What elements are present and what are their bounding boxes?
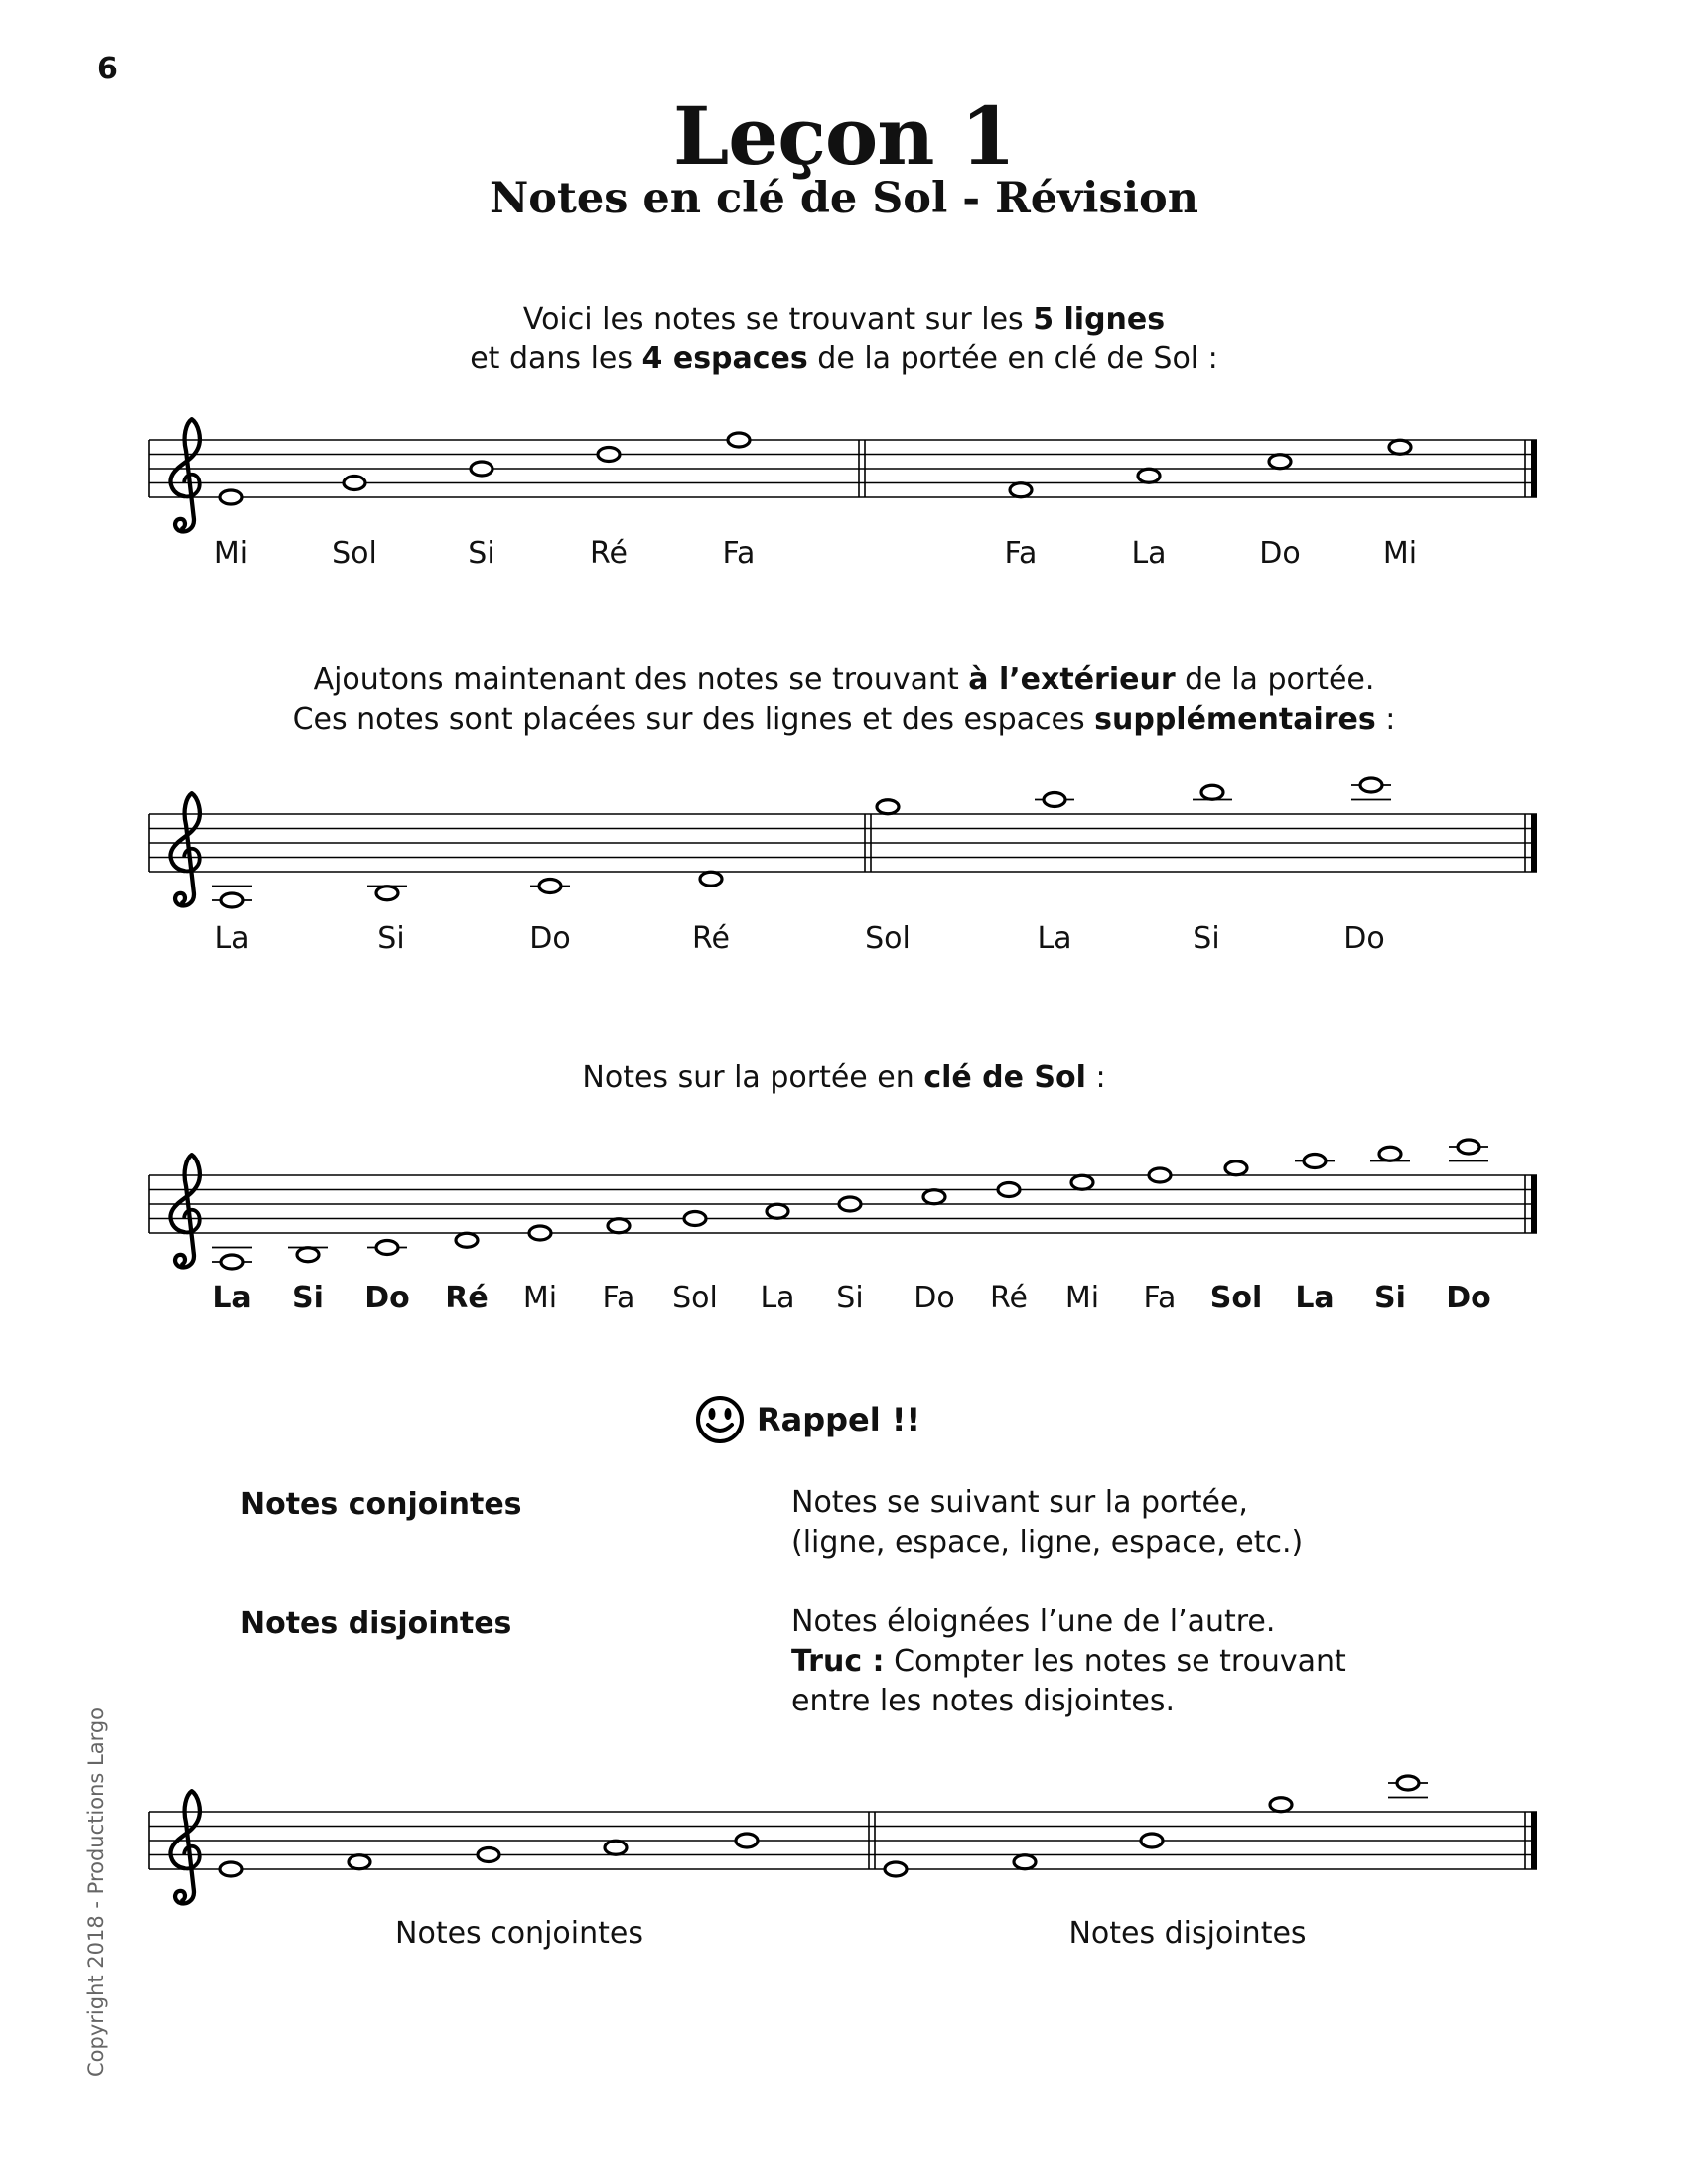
whole-note [605, 1841, 627, 1854]
whole-note [1389, 440, 1411, 454]
note-label: Fa [602, 1281, 635, 1315]
whole-note [297, 1248, 319, 1262]
whole-note [1225, 1161, 1247, 1175]
note-label: Mi [522, 1281, 558, 1315]
final-barline [1531, 440, 1537, 497]
whole-note [598, 448, 620, 462]
truc-label: Truc : [791, 1644, 885, 1679]
whole-note [220, 490, 242, 504]
intro2-line1-end: de la portée. [1175, 662, 1375, 697]
note-label: Ré [692, 921, 730, 956]
note-label: Mi [1382, 536, 1418, 571]
copyright-notice: Copyright 2018 - Productions Largo [84, 1706, 108, 2077]
whole-note [608, 1219, 630, 1233]
note-label: La [1131, 536, 1167, 571]
whole-note [1201, 785, 1223, 799]
intro1-line2-bold: 4 espaces [641, 341, 808, 376]
note-label: La [214, 921, 250, 956]
note-label: Do [529, 921, 571, 956]
whole-note [456, 1233, 478, 1247]
note-label: Do [1446, 1281, 1491, 1315]
treble-clef-icon [171, 1791, 200, 1903]
whole-note [1360, 778, 1382, 792]
whole-note [684, 1212, 706, 1226]
whole-note [1379, 1147, 1401, 1160]
final-barline [1531, 1175, 1537, 1233]
definition-line: Notes éloignées l’une de l’autre. [791, 1604, 1276, 1639]
whole-note [998, 1183, 1020, 1197]
term-disjointes: Notes disjointes [240, 1606, 512, 1641]
intro2-line2-bold: supplémentaires [1094, 702, 1376, 737]
smiley-face-icon [695, 1395, 745, 1444]
note-label: Fa [1004, 536, 1038, 571]
note-label: Mi [213, 536, 249, 571]
page-number: 6 [97, 52, 118, 86]
note-label: Si [836, 1281, 864, 1315]
whole-note [221, 893, 243, 907]
note-label: La [1037, 921, 1072, 956]
whole-note [478, 1848, 499, 1862]
whole-note [344, 477, 365, 490]
intro2-line2: Ces notes sont placées sur des lignes et des espaces [292, 702, 1095, 737]
note-label: Sol [332, 536, 377, 571]
note-label: Mi [1064, 1281, 1100, 1315]
definition-line: (ligne, espace, ligne, espace, etc.) [791, 1525, 1304, 1560]
intro2-line1-bold: à l’extérieur [968, 662, 1176, 697]
caption-disjointes: Notes disjointes [1068, 1916, 1307, 1951]
note-label: Do [1343, 921, 1385, 956]
whole-note [376, 1241, 398, 1255]
note-label: Sol [865, 921, 911, 956]
lesson-title: Leçon 1 [673, 89, 1015, 183]
whole-note [376, 887, 398, 900]
note-label: Sol [672, 1281, 718, 1315]
whole-note [1458, 1140, 1479, 1154]
whole-note [700, 872, 722, 886]
intro1-line1-bold: 5 lignes [1033, 302, 1166, 337]
whole-note [529, 1226, 551, 1240]
note-label: Si [1374, 1281, 1406, 1315]
whole-note [1014, 1855, 1036, 1869]
whole-note [1141, 1834, 1163, 1847]
definition-conjointes [791, 1483, 1303, 1563]
whole-note [736, 1834, 758, 1847]
rappel-label: Rappel !! [757, 1401, 921, 1438]
whole-note [349, 1855, 370, 1869]
whole-note [221, 1255, 243, 1269]
treble-clef-icon [171, 419, 200, 531]
intro1-line2-end: de la portée en clé de Sol : [807, 341, 1218, 376]
whole-note [839, 1197, 861, 1211]
definition-line: Notes se suivant sur la portée, [791, 1485, 1248, 1520]
intro3-end: : [1085, 1060, 1106, 1095]
lesson-subtitle: Notes en clé de Sol - Révision [490, 174, 1198, 223]
caption-conjointes: Notes conjointes [395, 1916, 643, 1951]
note-label: Ré [445, 1281, 489, 1315]
whole-note [1149, 1168, 1171, 1182]
note-label: La [1295, 1281, 1335, 1315]
note-label: Si [1193, 921, 1220, 956]
note-label: Si [292, 1281, 324, 1315]
whole-note [923, 1190, 945, 1204]
note-label: Fa [722, 536, 756, 571]
intro1-line1: Voici les notes se trouvant sur les [522, 302, 1034, 337]
note-label: La [760, 1281, 795, 1315]
note-label: Do [914, 1281, 955, 1315]
final-barline [1531, 814, 1537, 872]
whole-note [1304, 1155, 1326, 1168]
treble-clef-icon [171, 793, 200, 905]
whole-note [767, 1204, 788, 1218]
whole-note [220, 1862, 242, 1876]
intro1-line2: et dans les [470, 341, 642, 376]
whole-note [1397, 1776, 1419, 1790]
note-label: Ré [590, 536, 628, 571]
whole-note [1138, 469, 1160, 482]
whole-note [471, 462, 492, 476]
whole-note [1010, 483, 1032, 497]
intro2-line1: Ajoutons maintenant des notes se trouvant [313, 662, 969, 697]
note-label: Fa [1143, 1281, 1177, 1315]
intro3-text: Notes sur la portée en [582, 1060, 924, 1095]
whole-note [1044, 793, 1065, 807]
whole-note [1269, 455, 1291, 469]
final-barline [1531, 1812, 1537, 1869]
whole-note [539, 880, 561, 893]
definition-line: entre les notes disjointes. [791, 1684, 1176, 1718]
rappel-heading [695, 1395, 920, 1444]
definition-line: Compter les notes se trouvant [884, 1644, 1346, 1679]
definition-disjointes [791, 1602, 1346, 1721]
note-label: Ré [990, 1281, 1028, 1315]
note-label: La [212, 1281, 252, 1315]
note-label: Do [1259, 536, 1301, 571]
whole-note [1270, 1798, 1292, 1812]
whole-note [1071, 1175, 1093, 1189]
whole-note [885, 1862, 907, 1876]
note-label: Si [377, 921, 405, 956]
note-label: Do [364, 1281, 410, 1315]
treble-clef-icon [171, 1155, 200, 1267]
whole-note [877, 800, 899, 814]
intro3-bold: clé de Sol [923, 1060, 1086, 1095]
note-label: Si [468, 536, 495, 571]
intro2-line2-end: : [1375, 702, 1396, 737]
whole-note [728, 433, 750, 447]
term-conjointes: Notes conjointes [240, 1487, 522, 1522]
note-label: Sol [1209, 1281, 1263, 1315]
